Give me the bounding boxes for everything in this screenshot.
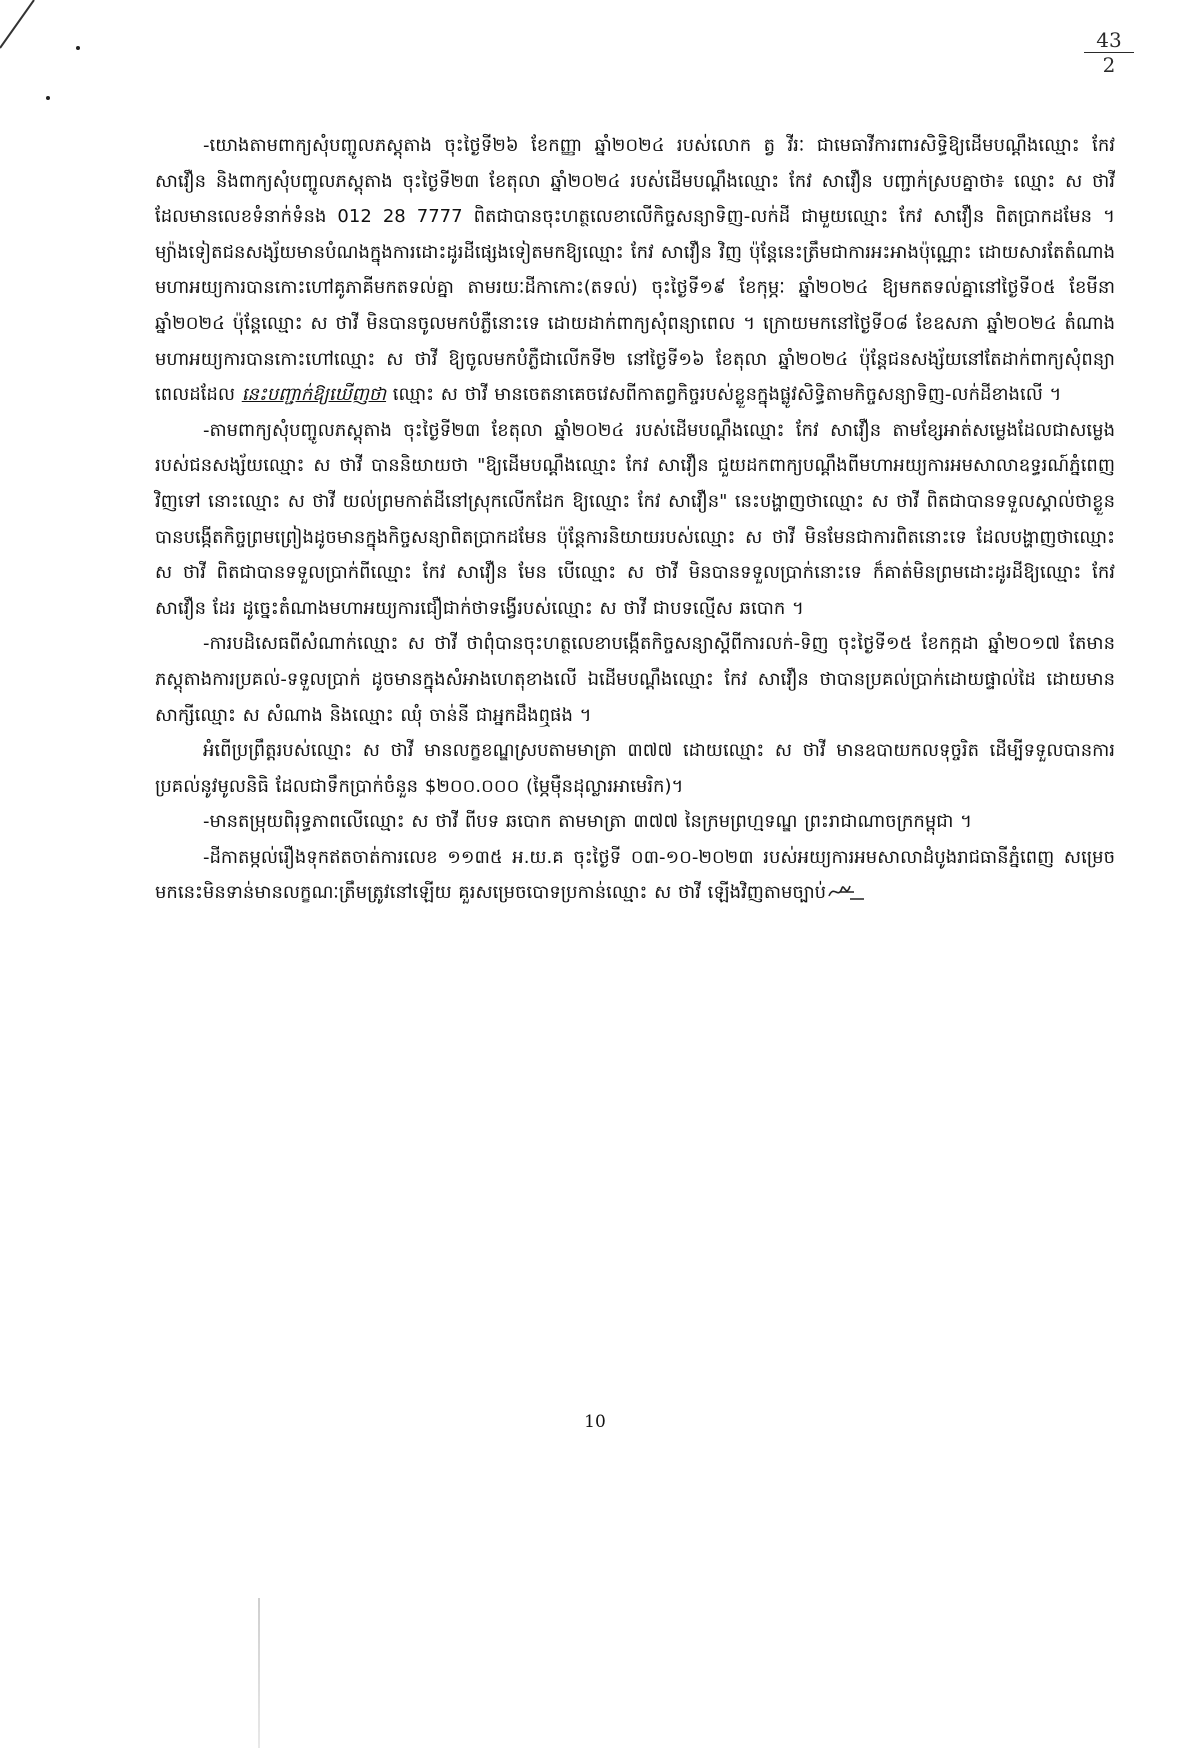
paragraph-6 bbox=[155, 840, 1115, 911]
paragraph-4: អំពើប្រព្រឹត្តរបស់ឈ្មោះ ស ថាវី មានលក្ខខណ្ឌស្របតាមមាត្រា ៣៧៧ ដោយឈ្មោះ ស ថាវី មានឧបាយកលទុច្ចរិត ដើម្បីទទួលបានការប្រគល់នូវមូលនិធិ ដែលជាទឹកប្រាក់ចំនួន $២០០.០០០ (ម្ភៃម៉ឺនដុល្លារអាមេរិក)។ bbox=[155, 740, 1115, 797]
page-ref-numerator: 43 bbox=[1084, 30, 1134, 53]
scan-speck bbox=[76, 46, 80, 50]
page-ref-denominator: 2 bbox=[1102, 53, 1116, 77]
paragraph-1-text: -យោងតាមពាក្យសុំបញ្ចូលភស្តុតាង ចុះថ្ងៃទី២៦ ខែកញ្ញា ឆ្នាំ២០២៤ របស់លោក ត្វ វីរៈ ជាមេធាវីការពារសិទ្ធិឱ្យដើមបណ្តឹងឈ្មោះ កែវ សាវឿន និងពាក្យសុំបញ្ចូលភស្តុតាង ចុះថ្ងៃទី២៣ ខែតុលា ឆ្នាំ២០២៤ របស់ដើមបណ្តឹងឈ្មោះ កែវ សាវឿន បញ្ជាក់ស្របគ្នាថា៖ ឈ្មោះ ស ថាវី ដែលមានលេខទំនាក់ទំនង 012 28 7777 ពិតជាបានចុះហត្ថលេខាលើកិច្ចសន្យាទិញ-លក់ដី ជាមួយឈ្មោះ កែវ សាវឿន ពិតប្រាកដមែន ។ ម្យ៉ាងទៀតជនសង្ស័យមានបំណងក្នុងការដោះដូរដីផ្សេងទៀតមកឱ្យឈ្មោះ កែវ សាវឿន វិញ ប៉ុន្តែនេះត្រឹមជាការអះអាងប៉ុណ្ណោះ ដោយសារតែតំណាងមហាអយ្យការបានកោះហៅគូភាគីមកតទល់គ្នា តាមរយៈដីកាកោះ(តទល់) ចុះថ្ងៃទី១៩ ខែកុម្ភៈ ឆ្នាំ២០២៤ ឱ្យមកតទល់គ្នានៅថ្ងៃទី០៥ ខែមីនា ឆ្នាំ២០២៤ ប៉ុន្តែឈ្មោះ ស ថាវី មិនបានចូលមកបំភ្លឺនោះទេ ដោយដាក់ពាក្យសុំពន្យាពេល ។ ក្រោយមកនៅថ្ងៃទី០៨ ខែឧសភា ឆ្នាំ២០២៤ តំណាងមហាអយ្យការបានកោះហៅឈ្មោះ ស ថាវី ឱ្យចូលមកបំភ្លឺជាលើកទី២ នៅថ្ងៃទី១៦ ខែតុលា ឆ្នាំ២០២៤ ប៉ុន្តែជនសង្ស័យនៅតែដាក់ពាក្យសុំពន្យាពេលដដែល bbox=[155, 135, 1115, 406]
page-number: 10 bbox=[584, 1412, 606, 1432]
paragraph-1-tail: ឈ្មោះ ស ថាវី មានចេតនាគេចវេសពីកាតព្វកិច្ចរបស់ខ្លួនក្នុងផ្លូវសិទ្ធិតាមកិច្ចសន្យាទិញ-លក់ដីខាងលើ ។ bbox=[386, 384, 1062, 406]
initials-signature bbox=[826, 880, 866, 902]
paragraph-6-text: -ដីកាតម្កល់រឿងទុកឥតចាត់ការលេខ ១១៣៥ អ.យ.គ ចុះថ្ងៃទី ០៣-១០-២០២៣ របស់អយ្យការអមសាលាដំបូងរាជធានីភ្នំពេញ សម្រេចមកនេះមិនទាន់មានលក្ខណៈត្រឹមត្រូវនៅឡើយ គួរសម្រេចបោទប្រកាន់ឈ្មោះ ស ថាវី ឡើងវិញតាមច្បាប់ bbox=[155, 846, 1115, 904]
underlined-phrase: នេះបញ្ជាក់ឱ្យឃើញថា bbox=[241, 384, 387, 406]
scan-speck bbox=[46, 96, 50, 100]
scan-fold-line bbox=[258, 1598, 260, 1748]
page-corner-mark bbox=[0, 0, 40, 50]
handwritten-page-reference bbox=[1084, 30, 1134, 75]
document-body bbox=[155, 128, 1115, 911]
paragraph-3: -ការបដិសេធពីសំណាក់ឈ្មោះ ស ថាវី ថាពុំបានចុះហត្ថលេខាបង្កើតកិច្ចសន្យាស្តីពីការលក់-ទិញ ចុះថ្ងៃទី១៥ ខែកក្កដា ឆ្នាំ២០១៧ តែមានភស្តុតាងការប្រគល់-ទទួលប្រាក់ ដូចមានក្នុងសំអាងហេតុខាងលើ ឯដើមបណ្តឹងឈ្មោះ កែវ សាវឿន ថាបានប្រគល់ប្រាក់ដោយផ្ទាល់ដៃ ដោយមានសាក្សីឈ្មោះ ស សំណាង និងឈ្មោះ ឈុំ ចាន់នី ជាអ្នកដឹងឮផង ។ bbox=[155, 633, 1115, 726]
paragraph-1 bbox=[155, 128, 1115, 413]
paragraph-5: -មានតម្រុយពិរុទ្ធភាពលើឈ្មោះ ស ថាវី ពីបទ ឆបោក តាមមាត្រា ៣៧៧ នៃក្រមព្រហ្មទណ្ឌ ព្រះរាជាណាចក្រកម្ពុជា ។ bbox=[203, 811, 972, 833]
paragraph-2: -តាមពាក្យសុំបញ្ចូលភស្តុតាង ចុះថ្ងៃទី២៣ ខែតុលា ឆ្នាំ២០២៤ របស់ដើមបណ្តឹងឈ្មោះ កែវ សាវឿន តាមខ្សែអាត់សម្លេងដែលជាសម្លេងរបស់ជនសង្ស័យឈ្មោះ ស ថាវី បាននិយាយថា "ឱ្យដើមបណ្តឹងឈ្មោះ កែវ សាវឿន ជួយដកពាក្យបណ្តឹងពីមហាអយ្យការអមសាលាឧទ្ធរណ៍ភ្នំពេញវិញទៅ នោះឈ្មោះ ស ថាវី យល់ព្រមកាត់ដីនៅស្រុកលើកដែក ឱ្យឈ្មោះ កែវ សាវឿន" នេះបង្ហាញថាឈ្មោះ ស ថាវី ពិតជាបានទទួលស្គាល់ថាខ្លួនបានបង្កើតកិច្ចព្រមព្រៀងដូចមានក្នុងកិច្ចសន្យាពិតប្រាកដមែន ប៉ុន្តែការនិយាយរបស់ឈ្មោះ ស ថាវី មិនមែនជាការពិតនោះទេ ដែលបង្ហាញថាឈ្មោះ ស ថាវី ពិតជាបានទទួលប្រាក់ពីឈ្មោះ កែវ សាវឿន មែន បើឈ្មោះ ស ថាវី មិនបានទទួលប្រាក់នោះទេ ក៏គាត់មិនព្រមដោះដូរដីឱ្យឈ្មោះ កែវ សាវឿន ដែរ ដូច្នេះតំណាងមហាអយ្យការជឿជាក់ថាទង្វើរបស់ឈ្មោះ ស ថាវី ជាបទល្មើស ឆបោក ។ bbox=[155, 419, 1115, 619]
